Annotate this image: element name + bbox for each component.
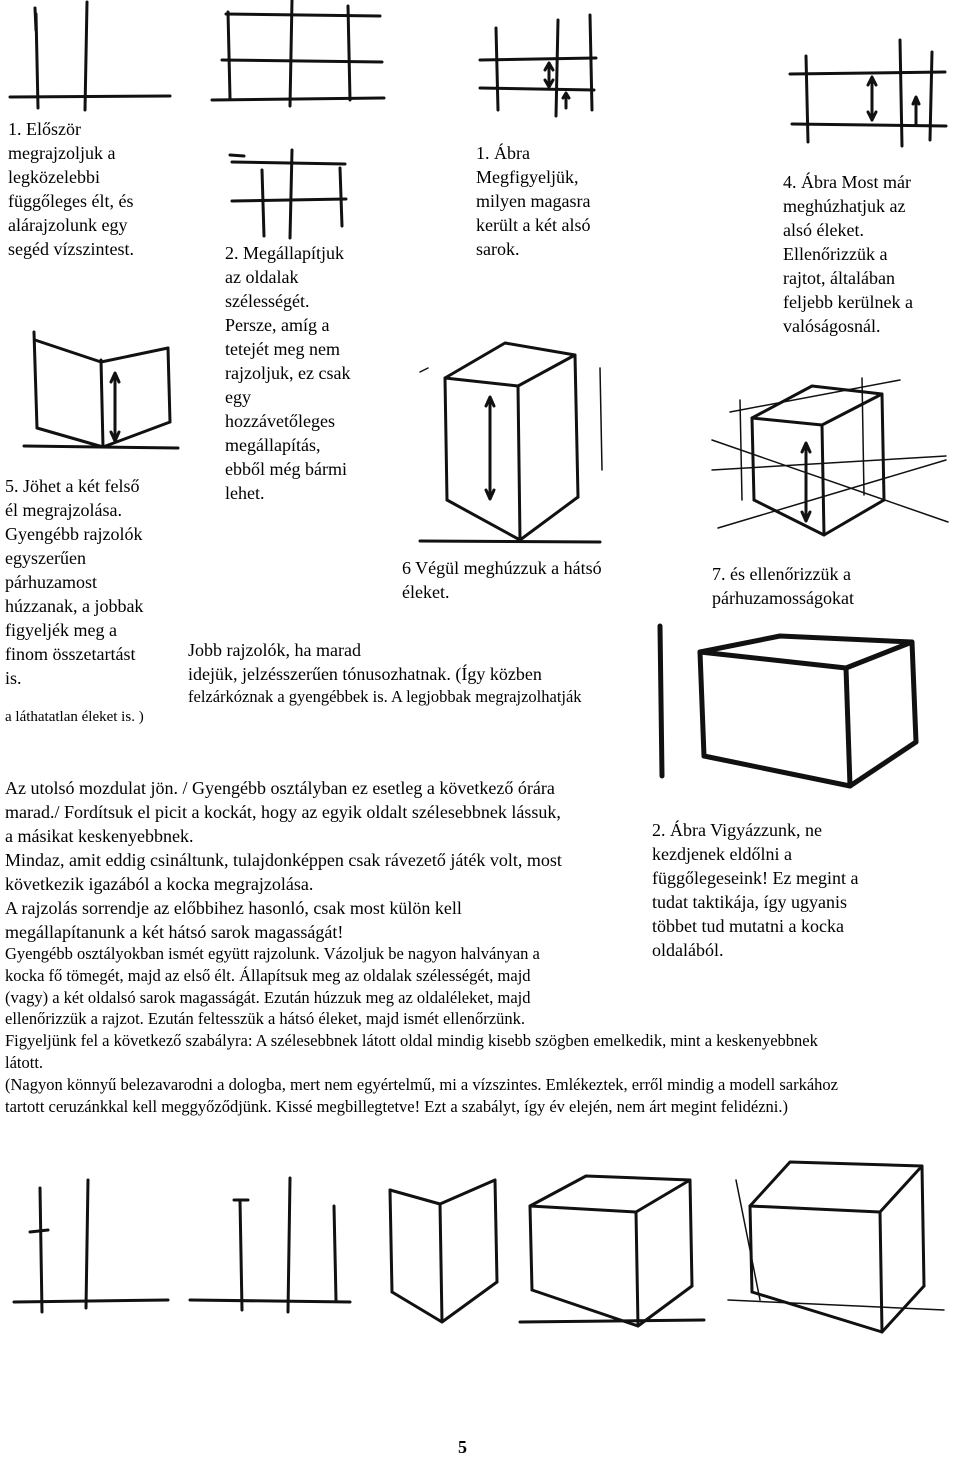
text-line: Figyeljünk fel a következő szabályra: A szélesebbnek látott oldal mindig kisebb szögben emelkedik, mint a keskenyebbnek (5, 1031, 818, 1051)
text-line: Mindaz, amit eddig csináltunk, tulajdonképpen csak rávezető játék volt, most (5, 850, 562, 870)
text-line: került a két alsó (476, 215, 591, 235)
text-line: oldalából. (652, 940, 724, 960)
caption-step-1 (8, 117, 134, 261)
text-line: legközelebbi (8, 167, 100, 187)
text-line: többet tud mutatni a kocka (652, 916, 844, 936)
text-line: A rajzolás sorrendje az előbbihez hasonló, csak most külön kell (5, 898, 462, 918)
text-line: Gyengébb rajzolók (5, 524, 143, 544)
sketch-cube-parallel-check (712, 378, 948, 535)
text-line: szélességét. (225, 291, 310, 311)
text-line: 1. Először (8, 119, 81, 139)
text-line: alárajzolunk egy (8, 215, 128, 235)
text-line: kocka fő tömegét, majd az első élt. Állapítsuk meg az oldalak szélességét, majd (5, 965, 531, 985)
text-line: párhuzamost (5, 572, 97, 592)
caption-figure-4 (783, 170, 913, 338)
text-line: párhuzamosságokat (712, 588, 854, 608)
text-line: 6 Végül meghúzzuk a hátsó (402, 558, 602, 578)
caption-advanced-drawers (188, 638, 542, 686)
text-line: éleket. (402, 582, 450, 602)
text-line: finom összetartást (5, 644, 136, 664)
text-line: 2. Megállapítjuk (225, 243, 344, 263)
text-line: 1. Ábra (476, 143, 530, 163)
text-line: a láthatatlan éleket is. ) (5, 709, 144, 725)
body-paragraph (5, 776, 562, 944)
sketch-summary-step-4 (520, 1176, 704, 1326)
sketch-top-edges-open-cube (24, 332, 178, 448)
text-line: Ellenőrizzük a (783, 244, 888, 264)
text-line: megállapítanunk a két hátsó sarok magasságát! (5, 922, 344, 942)
caption-step-7 (712, 562, 854, 610)
text-line: következik igazából a kocka megrajzolása. (5, 874, 314, 894)
text-line: meghúzhatjuk az (783, 196, 906, 216)
text-line: 7. és ellenőrizzük a (712, 564, 851, 584)
text-line: Megfigyeljük, (476, 167, 579, 187)
text-line: egy (225, 387, 251, 407)
text-line: ellenőrizzük a rajzot. Ezután feltesszük a hátsó éleket, majd ismét ellenőrzünk. (5, 1009, 525, 1029)
caption-hidden-edges (5, 705, 144, 729)
text-line: kezdjenek eldőlni a (652, 844, 792, 864)
text-line: sarok. (476, 239, 520, 259)
text-line: idejük, jelzésszerűen tónusozhatnak. (Így közben (188, 664, 542, 684)
text-line: 5. Jöhet a két felső (5, 476, 140, 496)
sketch-summary-step-5 (728, 1162, 944, 1332)
text-line: 4. Ábra Most már (783, 172, 911, 192)
text-line: (Nagyon könnyű belezavarodni a dologba, mert nem egyértelmű, mi a vízszintes. Emlékeztek, erről mindig a modell sarkához (5, 1074, 838, 1094)
text-line: tetejét meg nem (225, 339, 340, 359)
text-line: hozzávetőleges (225, 411, 335, 431)
sketch-side-widths (212, 0, 384, 106)
text-line: húzzanak, a jobbak (5, 596, 144, 616)
sketch-tapered-cube (660, 626, 916, 786)
text-line: egyszerűen (5, 548, 86, 568)
sketch-cube-back-edges (420, 343, 602, 542)
sketch-corner-heights (480, 15, 596, 116)
text-line: milyen magasra (476, 191, 591, 211)
caption-step-2 (225, 241, 350, 505)
text-line: (vagy) a két oldalsó sarok magasságát. Ezután húzzuk meg az oldaléleket, majd (5, 987, 531, 1007)
sketch-summary-step-1 (14, 1180, 168, 1312)
text-line: a másikat keskenyebbnek. (5, 826, 194, 846)
caption-step-5 (5, 474, 143, 690)
text-line: Persze, amíg a (225, 315, 330, 335)
text-line: rajzoljuk, ez csak (225, 363, 351, 383)
sketch-summary-step-3 (390, 1180, 497, 1322)
text-line: megrajzoljuk a (8, 143, 116, 163)
text-line: figyeljék meg a (5, 620, 117, 640)
sketch-bottom-edges-guides (790, 40, 946, 146)
text-line: felzárkóznak a gyengébbek is. A legjobbak megrajzolhatják (188, 687, 582, 706)
page-number: 5 (458, 1437, 467, 1457)
text-line: lehet. (225, 483, 265, 503)
text-line: ebből még bármi (225, 459, 347, 479)
text-line: él megrajzolása. (5, 500, 122, 520)
text-line: 2. Ábra Vigyázzunk, ne (652, 820, 823, 840)
text-line: feljebb kerülnek a (783, 292, 913, 312)
text-line: segéd vízszintest. (8, 239, 134, 259)
text-line: tudat taktikája, így ugyanis (652, 892, 847, 912)
text-line: rajtot, általában (783, 268, 895, 288)
sketch-summary-step-2 (190, 1178, 350, 1312)
caption-figure-2 (652, 818, 858, 962)
text-line: is. (5, 668, 22, 688)
text-line: függőlegeseink! Ez megint a (652, 868, 859, 888)
text-line: Jobb rajzolók, ha marad (188, 640, 361, 660)
sketch-first-vertical-edge (10, 2, 170, 110)
caption-figure-1 (476, 141, 590, 261)
text-line: alsó éleket. (783, 220, 864, 240)
text-line: megállapítás, (225, 435, 321, 455)
text-line: valóságosnál. (783, 316, 881, 336)
caption-advanced-drawers-last (188, 686, 582, 708)
text-line: látott. (5, 1052, 44, 1072)
text-line: Az utolsó mozdulat jön. / Gyengébb osztályban ez esetleg a következő órára (5, 778, 555, 798)
caption-step-6 (402, 556, 602, 604)
text-line: marad./ Fordítsuk el picit a kockát, hogy az egyik oldalt szélesebbnek lássuk, (5, 802, 561, 822)
text-line: tartott ceruzánkkal kell meggyőződjünk. Kissé megbillegtetve! Ezt a szabályt, így év elején, nem árt megint felidézni.) (5, 1096, 789, 1116)
text-line: Gyengébb osztályokban ismét együtt rajzolunk. Vázoljuk be nagyon halványan a (5, 944, 540, 963)
sketch-side-widths-lower (230, 150, 346, 238)
text-line: az oldalak (225, 267, 299, 287)
body-small-paragraph (5, 943, 838, 1117)
text-line: függőleges élt, és (8, 191, 134, 211)
